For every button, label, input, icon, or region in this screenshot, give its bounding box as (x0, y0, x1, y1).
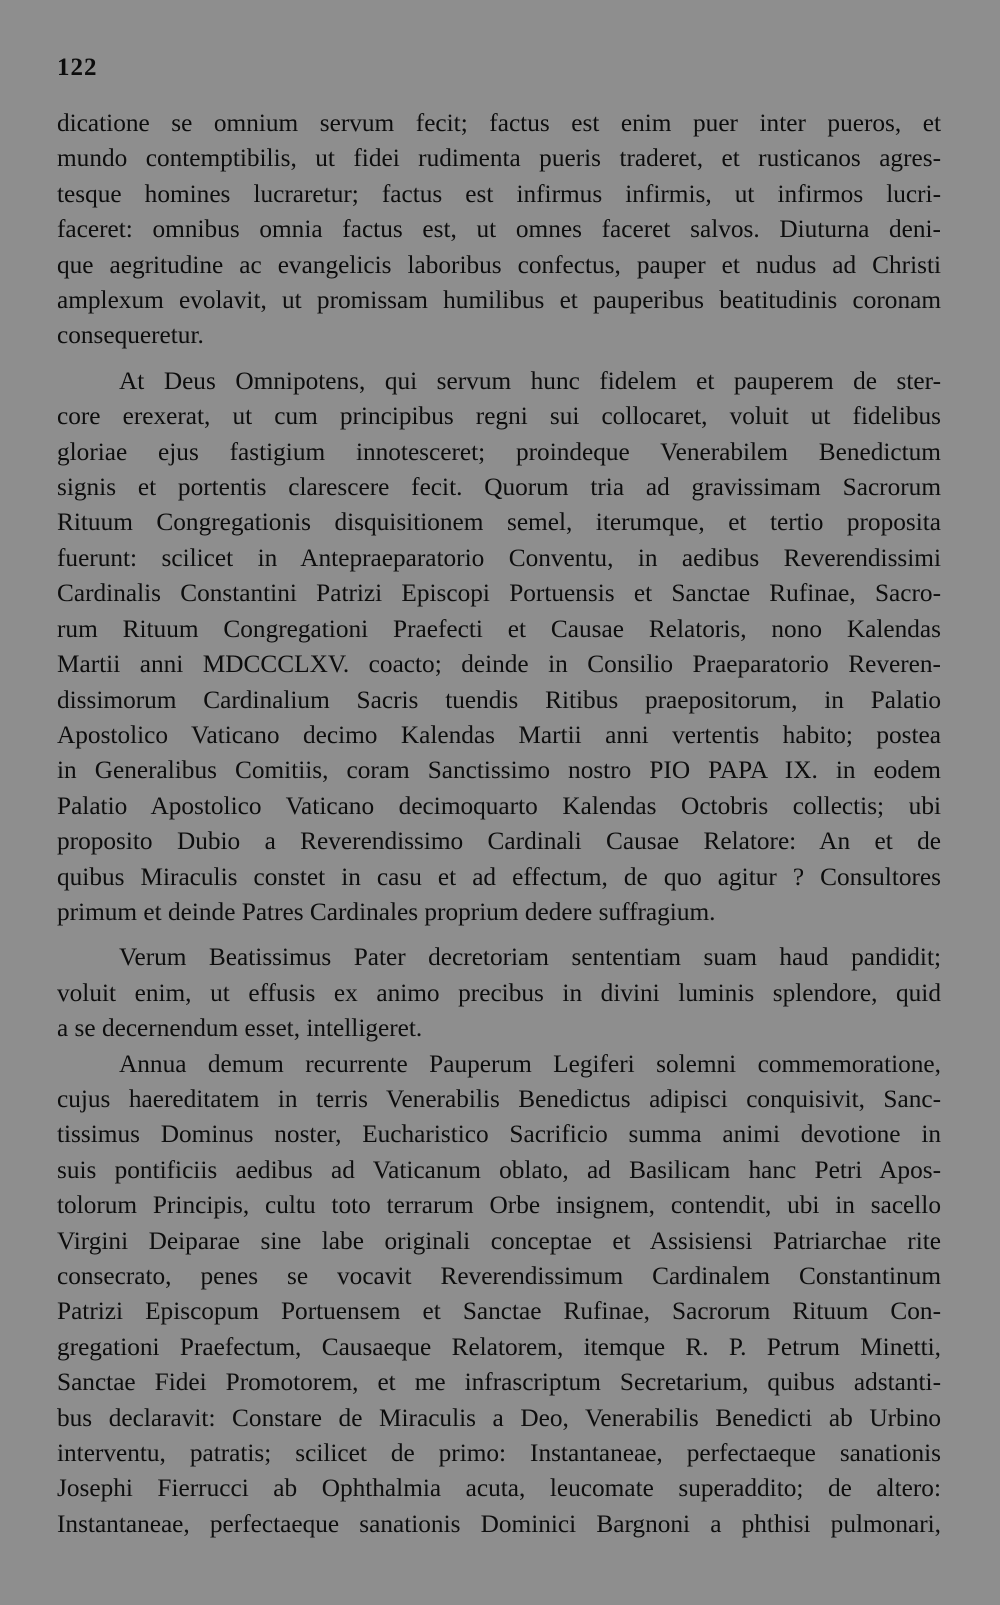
text-line: quibus Miraculis constet in casu et ad effectum, de quo agitur ? Consultores (57, 862, 941, 891)
text-line: proposito Dubio a Reverendissimo Cardinali Causae Relatore: An et de (57, 827, 941, 856)
body-text (57, 106, 941, 1542)
text-line: Annua demum recurrente Pauperum Legiferi solemni commemoratione, (119, 1049, 941, 1078)
text-line: consequeretur. (57, 321, 204, 350)
text-line: Josephi Fierrucci ab Ophthalmia acuta, leucomate superaddito; de altero: (57, 1474, 941, 1503)
text-line: Apostolico Vaticano decimo Kalendas Martii anni vertentis habito; postea (57, 720, 941, 749)
text-line: signis et portentis clarescere fecit. Quorum tria ad gravissimam Sacrorum (57, 473, 941, 502)
text-line: tesque homines lucraretur; factus est infirmus infirmis, ut infirmos lucri- (57, 179, 941, 208)
text-line: primum et deinde Patres Cardinales proprium dedere suffragium. (57, 897, 716, 926)
text-line: gloriae ejus fastigium innotesceret; proindeque Venerabilem Benedictum (57, 437, 941, 466)
text-line: que aegritudine ac evangelicis laboribus confectus, pauper et nudus ad Christi (57, 250, 941, 279)
text-line: in Generalibus Comitiis, coram Sanctissimo nostro PIO PAPA IX. in eodem (57, 756, 941, 785)
paragraph-2 (57, 364, 941, 931)
text-line: Palatio Apostolico Vaticano decimoquarto Kalendas Octobris collectis; ubi (57, 791, 941, 820)
text-line: rum Rituum Congregationi Praefecti et Causae Relatoris, nono Kalendas (57, 614, 941, 643)
text-line: Patrizi Episcopum Portuensem et Sanctae Rufinae, Sacrorum Rituum Con- (57, 1297, 941, 1326)
text-line: dicatione se omnium servum fecit; factus est enim puer inter pueros, et (57, 109, 941, 137)
text-line: cujus haereditatem in terris Venerabilis Benedictus adipisci conquisivit, Sanc- (57, 1084, 941, 1113)
text-line: Sanctae Fidei Promotorem, et me infrascriptum Secretarium, quibus adstanti- (57, 1368, 941, 1397)
text-line: amplexum evolavit, ut promissam humilibus et pauperibus beatitudinis coronam (57, 286, 941, 315)
text-line: fuerunt: scilicet in Antepraeparatorio Conventu, in aedibus Reverendissimi (57, 543, 941, 572)
text-line: interventu, patratis; scilicet de primo: Instantaneae, perfectaeque sanationis (57, 1439, 941, 1468)
text-line: Verum Beatissimus Pater decretoriam sententiam suam haud pandidit; (119, 943, 941, 972)
paragraph-1 (57, 106, 941, 354)
text-line: Rituum Congregationis disquisitionem semel, iterumque, et tertio proposita (57, 508, 941, 537)
text-line: gregationi Praefectum, Causaeque Relatorem, itemque R. P. Petrum Minetti, (57, 1332, 941, 1361)
text-line: Cardinalis Constantini Patrizi Episcopi Portuensis et Sanctae Rufinae, Sacro- (57, 579, 941, 608)
paragraph-3 (57, 940, 941, 1046)
text-line: At Deus Omnipotens, qui servum hunc fidelem et pauperem de ster- (119, 366, 941, 395)
text-line: suis pontificiis aedibus ad Vaticanum oblato, ad Basilicam hanc Petri Apos- (57, 1155, 941, 1184)
text-line: tolorum Principis, cultu toto terrarum Orbe insignem, contendit, ubi in sacello (57, 1191, 941, 1220)
text-line: Virgini Deiparae sine labe originali conceptae et Assisiensi Patriarchae rite (57, 1226, 941, 1255)
text-line: a se decernendum esset, intelligeret. (57, 1014, 423, 1043)
text-line: Instantaneae, perfectaeque sanationis Dominici Bargnoni a phthisi pulmonari, (57, 1509, 941, 1538)
text-line: dissimorum Cardinalium Sacris tuendis Ritibus praepositorum, in Palatio (57, 685, 941, 714)
text-line: faceret: omnibus omnia factus est, ut omnes faceret salvos. Diuturna deni- (57, 215, 941, 244)
text-line: Martii anni MDCCCLXV. coacto; deinde in Consilio Praeparatorio Reveren- (57, 650, 941, 679)
text-line: bus declaravit: Constare de Miraculis a Deo, Venerabilis Benedicti ab Urbino (57, 1403, 941, 1432)
text-line: tissimus Dominus noster, Eucharistico Sacrificio summa animi devotione in (57, 1120, 941, 1149)
page-number: 122 (57, 54, 98, 81)
text-line: core erexerat, ut cum principibus regni sui collocaret, voluit ut fidelibus (57, 402, 941, 431)
text-line: voluit enim, ut effusis ex animo precibus in divini luminis splendore, quid (57, 978, 941, 1007)
text-line: mundo contemptibilis, ut fidei rudimenta pueris traderet, et rusticanos agres- (57, 144, 941, 173)
paragraph-4 (57, 1047, 941, 1543)
text-line: consecrato, penes se vocavit Reverendissimum Cardinalem Constantinum (57, 1262, 941, 1290)
